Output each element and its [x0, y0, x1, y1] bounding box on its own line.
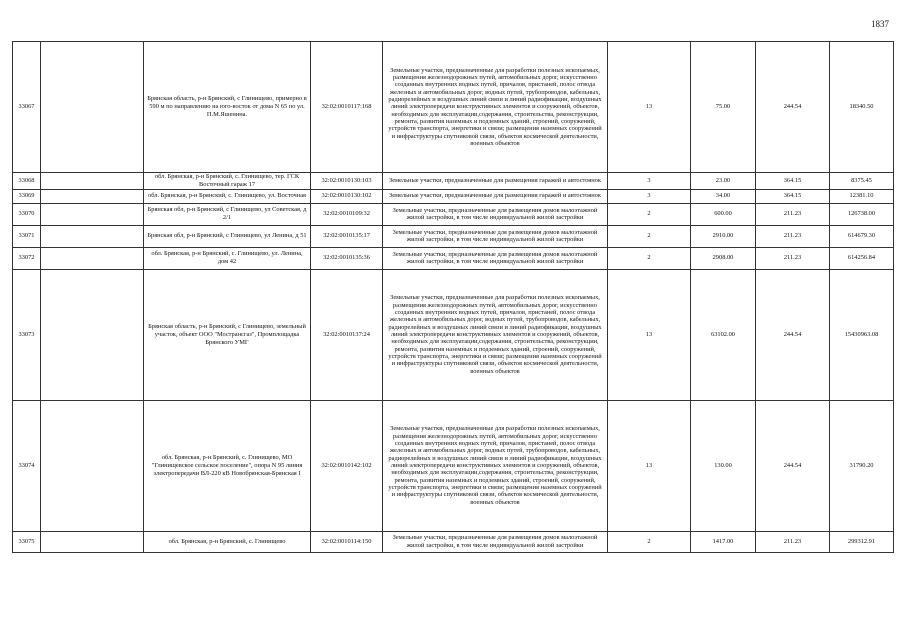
address-cell: Брянская обл, р-н Брянский, с Глинищево, ул Советская, д 2/1: [144, 203, 311, 225]
empty-cell: [41, 189, 144, 203]
area-cell: 2908.00: [691, 247, 756, 269]
land-use-cell: Земельные участки, предназначенные для размещения гаражей и автостоянок: [383, 173, 608, 190]
table-row: [13, 400, 894, 531]
cadastral-number-cell: 32:02:0010135:17: [311, 225, 383, 247]
use-code-cell: 2: [608, 247, 691, 269]
record-id-cell: 33067: [13, 42, 41, 173]
area-cell: 34.00: [691, 189, 756, 203]
address-cell: обл. Брянская, р-н Брянский, с. Глинищево, МО "Глинищевское сельское поселение", опора N 95 линия электропередачи ВЛ-220 кВ Новобрянская-Брянская I: [144, 400, 311, 531]
cadastral-number-cell: 32:02:0010109:32: [311, 203, 383, 225]
cadastral-value-cell: 15430963.08: [830, 269, 894, 400]
land-use-cell: Земельные участки, предназначенные для размещения домов малоэтажной жилой застройки, в том числе индивидуальной жилой застройки: [383, 247, 608, 269]
rate-cell: 211.23: [756, 203, 830, 225]
cadastral-number-cell: 32:02:0010135:36: [311, 247, 383, 269]
address-cell: обл. Брянская, р-н Брянский, с. Глинищево, тер. ГСК Восточный гараж 17: [144, 173, 311, 190]
table-row: [13, 42, 894, 173]
land-use-cell: Земельные участки, предназначенные для размещения домов малоэтажной жилой застройки, в том числе индивидуальной жилой застройки: [383, 203, 608, 225]
use-code-cell: 13: [608, 269, 691, 400]
record-id-cell: 33074: [13, 400, 41, 531]
cadastral-value-cell: 18340.50: [830, 42, 894, 173]
empty-cell: [41, 531, 144, 552]
area-cell: 63102.00: [691, 269, 756, 400]
empty-cell: [41, 203, 144, 225]
use-code-cell: 2: [608, 531, 691, 552]
land-register-table: [12, 41, 894, 553]
table-row: [13, 247, 894, 269]
empty-cell: [41, 42, 144, 173]
cadastral-number-cell: 32:02:0010130:103: [311, 173, 383, 190]
table-row: [13, 531, 894, 552]
cadastral-number-cell: 32:02:0010130:102: [311, 189, 383, 203]
empty-cell: [41, 269, 144, 400]
rate-cell: 364.15: [756, 189, 830, 203]
use-code-cell: 13: [608, 42, 691, 173]
land-use-cell: Земельные участки, предназначенные для разработки полезных ископаемых, размещения железнодорожных путей, автомобильных дорог, искусственно созданных внутренних водных путей, причалов, пристаней, полос отвода железных и автомобильных дорог, водных путей, трубопроводов, кабельных, радиорелейных и воздушных линий связи и линий радиофикации, воздушных линий электропередачи конструктивных элементов и сооружений, объектов, необходимых для эксплуатации,содержания, строительства, реконструкции, ремонта, развития наземных и подземных зданий, строений, сооружений, устройств транспорта, энергетики и связи; размещения наземных сооружений и инфраструктуры спутниковой связи, объектов космической деятельности, военных объектов: [383, 400, 608, 531]
table-row: [13, 225, 894, 247]
table-row: [13, 203, 894, 225]
record-id-cell: 33070: [13, 203, 41, 225]
table-row: [13, 173, 894, 190]
rate-cell: 364.15: [756, 173, 830, 190]
cadastral-number-cell: 32:02:0010137:24: [311, 269, 383, 400]
area-cell: 130.00: [691, 400, 756, 531]
address-cell: обл. Брянская, р-н Брянский, с. Глинищево: [144, 531, 311, 552]
use-code-cell: 3: [608, 173, 691, 190]
cadastral-value-cell: 614256.84: [830, 247, 894, 269]
record-id-cell: 33071: [13, 225, 41, 247]
land-use-cell: Земельные участки, предназначенные для размещения гаражей и автостоянок: [383, 189, 608, 203]
record-id-cell: 33068: [13, 173, 41, 190]
page-number: 1837: [871, 19, 889, 29]
cadastral-value-cell: 31790.20: [830, 400, 894, 531]
cadastral-value-cell: 126738.00: [830, 203, 894, 225]
address-cell: обл. Брянская, р-н Брянский, с. Глинищево, ул. Ленина, дом 42: [144, 247, 311, 269]
land-use-cell: Земельные участки, предназначенные для размещения домов малоэтажной жилой застройки, в том числе индивидуальной жилой застройки: [383, 531, 608, 552]
use-code-cell: 2: [608, 225, 691, 247]
use-code-cell: 3: [608, 189, 691, 203]
table-row: [13, 189, 894, 203]
empty-cell: [41, 173, 144, 190]
record-id-cell: 33073: [13, 269, 41, 400]
empty-cell: [41, 225, 144, 247]
address-cell: Брянская область, р-н Брянский, с Глинищево, земельный участок, объект ООО "Мострансгаз", Промплощадка Брянского УМГ: [144, 269, 311, 400]
cadastral-value-cell: 299312.91: [830, 531, 894, 552]
area-cell: 2910.00: [691, 225, 756, 247]
rate-cell: 244.54: [756, 400, 830, 531]
record-id-cell: 33075: [13, 531, 41, 552]
rate-cell: 211.23: [756, 531, 830, 552]
cadastral-number-cell: 32:02:0010114:150: [311, 531, 383, 552]
land-use-cell: Земельные участки, предназначенные для разработки полезных ископаемых, размещения железнодорожных путей, автомобильных дорог, искусственно созданных внутренних водных путей, причалов, пристаней, полос отвода железных и автомобильных дорог, водных путей, трубопроводов, кабельных, радиорелейных и воздушных линий связи и линий радиофикации, воздушных линий электропередачи конструктивных элементов и сооружений, объектов, необходимых для эксплуатации,содержания, строительства, реконструкции, ремонта, развития наземных и подземных зданий, строений, сооружений, устройств транспорта, энергетики и связи; размещения наземных сооружений и инфраструктуры спутниковой связи, объектов космической деятельности, военных объектов: [383, 269, 608, 400]
cadastral-value-cell: 12381.10: [830, 189, 894, 203]
rate-cell: 211.23: [756, 247, 830, 269]
table-row: [13, 269, 894, 400]
area-cell: 1417.00: [691, 531, 756, 552]
record-id-cell: 33072: [13, 247, 41, 269]
address-cell: Брянская обл, р-н Брянский, с Глинищево, ул Ленина, д 51: [144, 225, 311, 247]
empty-cell: [41, 247, 144, 269]
rate-cell: 211.23: [756, 225, 830, 247]
cadastral-value-cell: 8375.45: [830, 173, 894, 190]
use-code-cell: 13: [608, 400, 691, 531]
land-use-cell: Земельные участки, предназначенные для разработки полезных ископаемых, размещения железнодорожных путей, автомобильных дорог, искусственно созданных внутренних водных путей, причалов, пристаней, полос отвода железных и автомобильных дорог, водных путей, трубопроводов, кабельных, радиорелейных и воздушных линий связи и линий радиофикации, воздушных линий электропередачи конструктивных элементов и сооружений, объектов, необходимых для эксплуатации,содержания, строительства, реконструкции, ремонта, развития наземных и подземных зданий, строений, сооружений, устройств транспорта, энергетики и связи; размещения наземных сооружений и инфраструктуры спутниковой связи, объектов космической деятельности, военных объектов: [383, 42, 608, 173]
empty-cell: [41, 400, 144, 531]
address-cell: обл. Брянская, р-н Брянский, с. Глинищево, ул. Восточная: [144, 189, 311, 203]
land-use-cell: Земельные участки, предназначенные для размещения домов малоэтажной жилой застройки, в том числе индивидуальной жилой застройки: [383, 225, 608, 247]
rate-cell: 244.54: [756, 42, 830, 173]
area-cell: 23.00: [691, 173, 756, 190]
rate-cell: 244.54: [756, 269, 830, 400]
record-id-cell: 33069: [13, 189, 41, 203]
cadastral-number-cell: 32:02:0010117:168: [311, 42, 383, 173]
area-cell: 600.00: [691, 203, 756, 225]
cadastral-value-cell: 614679.30: [830, 225, 894, 247]
address-cell: Брянская область, р-н Брянский, с Глинищево, примерно в 590 м по направлению на юго-восток от дома N 65 по ул. П.М.Яшенина.: [144, 42, 311, 173]
use-code-cell: 2: [608, 203, 691, 225]
area-cell: 75.00: [691, 42, 756, 173]
cadastral-number-cell: 32:02:0010142:102: [311, 400, 383, 531]
